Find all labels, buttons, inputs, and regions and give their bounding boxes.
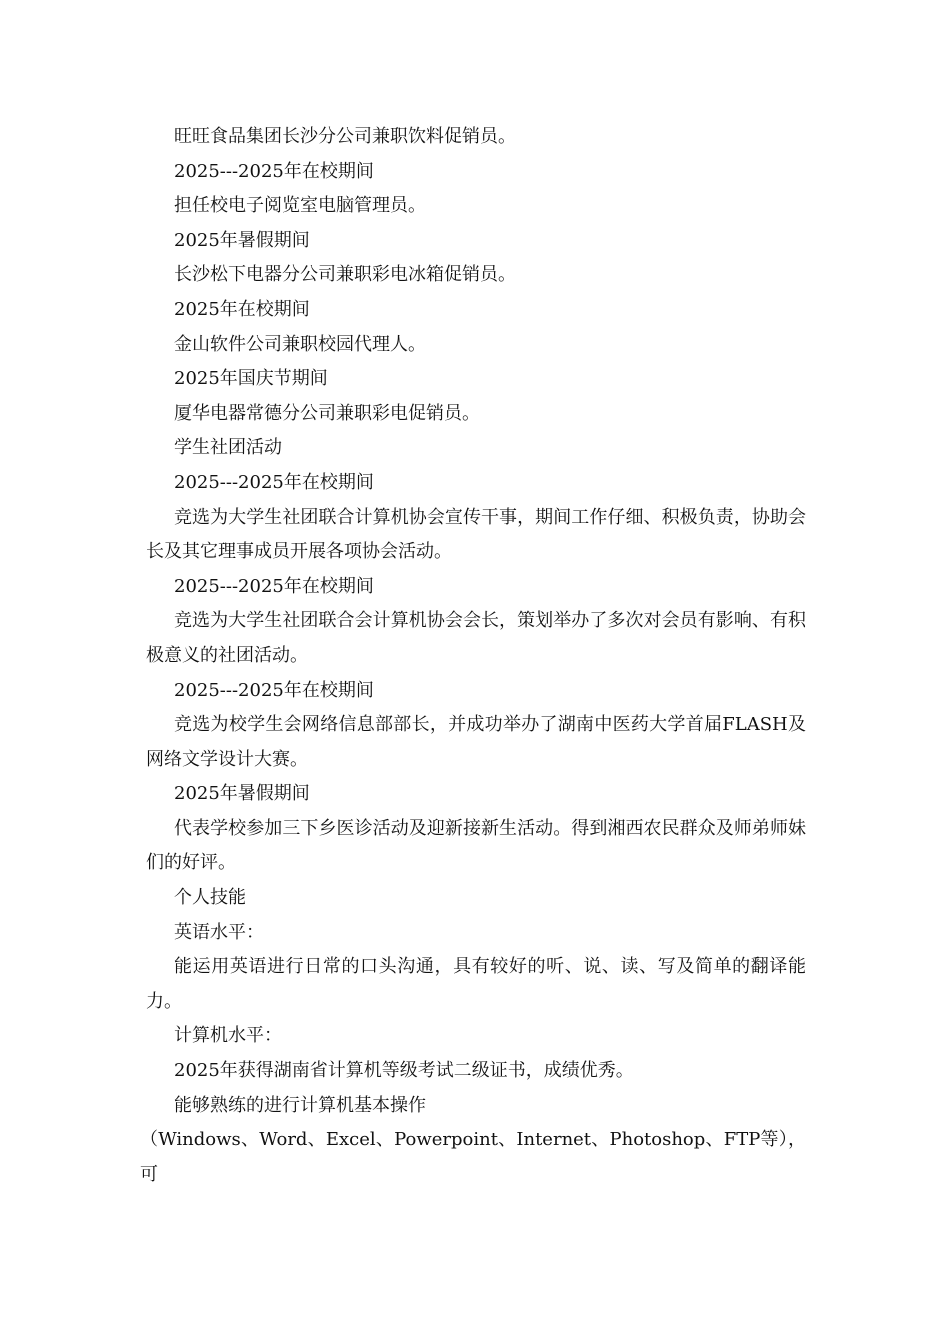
paragraph: 竞选为大学生社团联合计算机协会宣传干事，期间工作仔细、积极负责，协助会长及其它理事成员开展各项协会活动。 <box>146 506 806 563</box>
paragraph: 2025年暑假期间 <box>174 783 310 805</box>
paragraph: 2025年暑假期间 <box>174 229 310 251</box>
paragraph: 2025年获得湖南省计算机等级考试二级证书，成绩优秀。 <box>174 1060 634 1082</box>
subheading-computer-level: 计算机水平： <box>174 1025 282 1047</box>
paragraph: 竞选为校学生会网络信息部部长，并成功举办了湖南中医药大学首届FLASH及网络文学设计大赛。 <box>146 714 806 770</box>
paragraph: 担任校电子阅览室电脑管理员。 <box>174 195 426 217</box>
paragraph: 能够熟练的进行计算机基本操作 <box>174 1094 426 1116</box>
paragraph: 能运用英语进行日常的口头沟通，具有较好的听、说、读、写及简单的翻译能力。 <box>146 956 806 1012</box>
document-body <box>140 120 806 1192</box>
paragraph: 厦华电器常德分公司兼职彩电促销员。 <box>174 402 480 424</box>
paragraph: 2025---2025年在校期间 <box>174 575 374 597</box>
paragraph: 长沙松下电器分公司兼职彩电冰箱促销员。 <box>174 264 516 286</box>
paragraph: （Windows、Word、Excel、Powerpoint、Internet、Photoshop、FTP等），可 <box>140 1129 806 1185</box>
paragraph: 旺旺食品集团长沙分公司兼职饮料促销员。 <box>174 126 516 147</box>
subheading-english-level: 英语水平： <box>174 921 264 943</box>
paragraph: 2025---2025年在校期间 <box>174 160 374 182</box>
section-heading-personal-skills: 个人技能 <box>174 887 246 909</box>
paragraph: 2025---2025年在校期间 <box>174 471 374 493</box>
section-heading-student-clubs: 学生社团活动 <box>174 437 282 459</box>
paragraph: 2025年国庆节期间 <box>174 368 328 390</box>
paragraph: 代表学校参加三下乡医诊活动及迎新接新生活动。得到湘西农民群众及师弟师妹们的好评。 <box>146 817 806 874</box>
paragraph: 2025---2025年在校期间 <box>174 679 374 701</box>
paragraph: 2025年在校期间 <box>174 298 310 320</box>
paragraph: 金山软件公司兼职校园代理人。 <box>174 333 426 355</box>
paragraph: 竞选为大学生社团联合会计算机协会会长，策划举办了多次对会员有影响、有积极意义的社团活动。 <box>146 610 806 666</box>
